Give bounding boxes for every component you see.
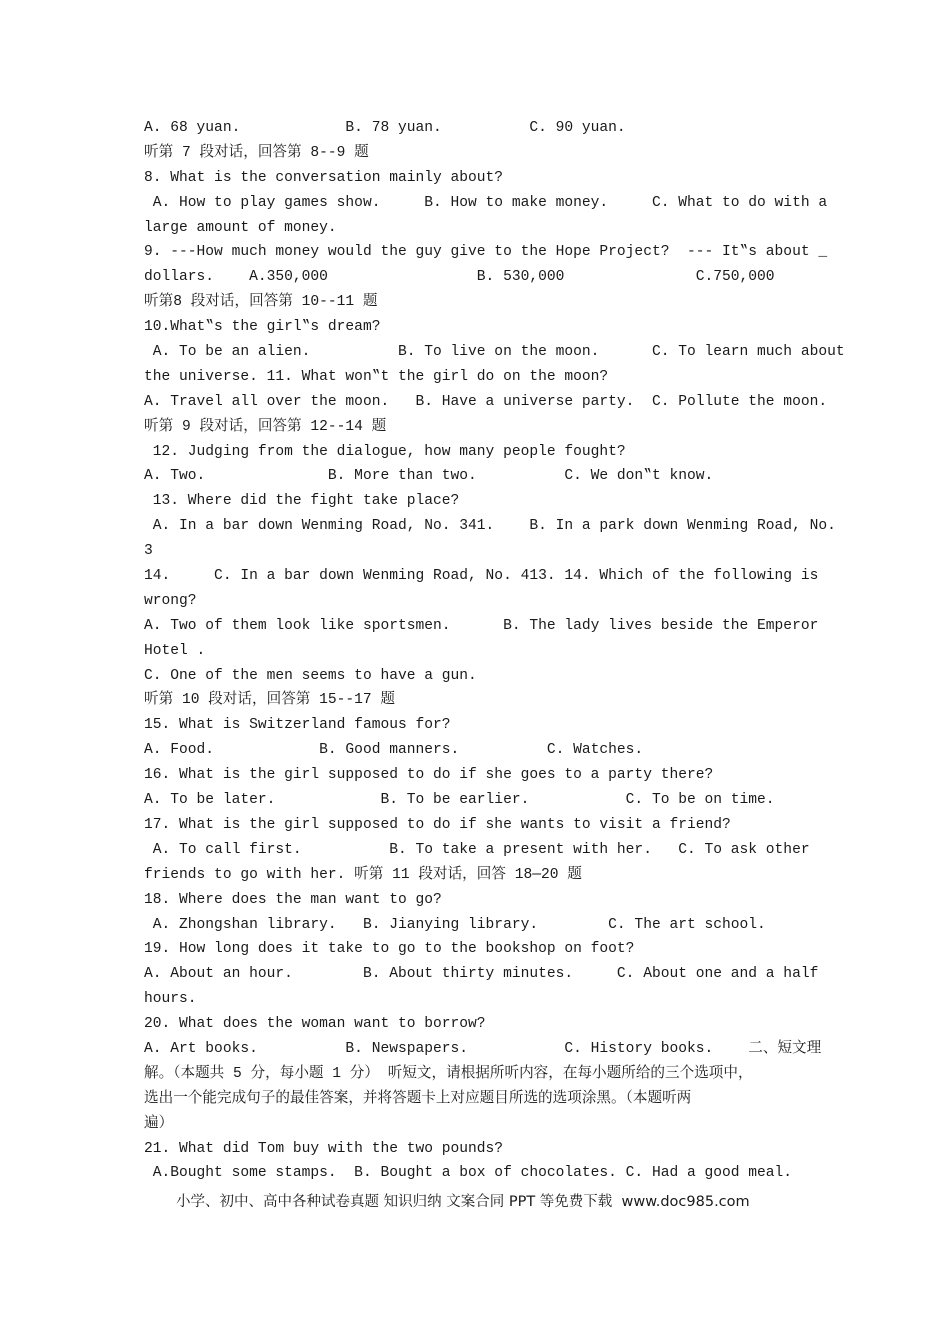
question-text: 16. What is the girl supposed to do if she goes to a party there? bbox=[144, 767, 714, 784]
text-line: C. One of the men seems to have a gun. bbox=[144, 667, 477, 684]
document-body bbox=[144, 116, 845, 1186]
question-text: 15. What is Switzerland famous for? bbox=[144, 717, 451, 734]
text-line: the universe. 11. What won‟t the girl do on the moon? bbox=[144, 368, 609, 385]
text-line: 14. C. In a bar down Wenming Road, No. 413. 14. Which of the following is bbox=[144, 568, 819, 585]
text-line: A. How to play games show. B. How to make money. C. What to do with a bbox=[144, 194, 828, 211]
text-line: dollars. A.350,000 B. 530,000 C.750,000 bbox=[144, 269, 775, 286]
text-line: A. To be an alien. B. To live on the moon. C. To learn much about bbox=[144, 344, 845, 361]
question-text: 8. What is the conversation mainly about? bbox=[144, 169, 504, 186]
section-heading: 听第8 段对话，回答第 10--11 题 bbox=[144, 294, 378, 311]
text-line: A. About an hour. B. About thirty minutes. C. About one and a half bbox=[144, 966, 819, 983]
question-text: 18. Where does the man want to go? bbox=[144, 891, 442, 908]
question-text: 13. Where did the fight take place? bbox=[144, 493, 460, 510]
text-line: 选出一个能完成句子的最佳答案，并将答题卡上对应题目所选的选项涂黑。（本题听两 bbox=[144, 1090, 692, 1107]
text-line: A. Two of them look like sportsmen. B. The lady lives beside the Emperor bbox=[144, 617, 819, 634]
text-line: A. Zhongshan library. B. Jianying library. C. The art school. bbox=[144, 916, 766, 933]
section-heading: 听第 7 段对话，回答第 8--9 题 bbox=[144, 144, 369, 161]
page-footer: 小学、初中、高中各种试卷真题 知识归纳 文案合同 PPT 等免费下载 www.doc985.com bbox=[176, 1194, 750, 1210]
text-line: A. Travel all over the moon. B. Have a universe party. C. Pollute the moon. bbox=[144, 393, 828, 410]
question-text: 21. What did Tom buy with the two pounds? bbox=[144, 1140, 504, 1157]
question-text: 19. How long does it take to go to the bookshop on foot? bbox=[144, 941, 635, 958]
text-line: A. 68 yuan. B. 78 yuan. C. 90 yuan. bbox=[144, 120, 626, 136]
text-line: wrong? bbox=[144, 592, 197, 609]
text-line: A.Bought some stamps. B. Bought a box of chocolates. C. Had a good meal. bbox=[144, 1165, 793, 1182]
text-line: A. Two. B. More than two. C. We don‟t know. bbox=[144, 468, 714, 485]
question-text: 10.What‟s the girl‟s dream? bbox=[144, 319, 381, 336]
question-text: 9. ---How much money would the guy give to the Hope Project? --- It‟s about _ bbox=[144, 244, 828, 261]
question-text: 12. Judging from the dialogue, how many people fought? bbox=[144, 443, 626, 460]
text-line: A. Art books. B. Newspapers. C. History books. 二、短文理 bbox=[144, 1040, 822, 1057]
text-line: 3 bbox=[144, 543, 153, 560]
text-line: large amount of money. bbox=[144, 219, 337, 236]
question-text: 20. What does the woman want to borrow? bbox=[144, 1016, 486, 1033]
text-line: Hotel . bbox=[144, 642, 206, 659]
question-text: 17. What is the girl supposed to do if she wants to visit a friend? bbox=[144, 816, 731, 833]
text-line: 遍） bbox=[144, 1115, 174, 1132]
text-line: A. To call first. B. To take a present with her. C. To ask other bbox=[144, 841, 810, 858]
section-heading: 听第 9 段对话，回答第 12--14 题 bbox=[144, 418, 387, 435]
text-line: A. To be later. B. To be earlier. C. To be on time. bbox=[144, 792, 775, 809]
text-line: 解。（本题共 5 分，每小题 1 分） 听短文，请根据所听内容，在每小题所给的三个选项中， bbox=[144, 1065, 753, 1082]
text-line: hours. bbox=[144, 991, 197, 1008]
section-heading: 听第 10 段对话，回答第 15--17 题 bbox=[144, 692, 396, 709]
text-line: A. Food. B. Good manners. C. Watches. bbox=[144, 742, 644, 759]
text-line: A. In a bar down Wenming Road, No. 341. B. In a park down Wenming Road, No. bbox=[144, 518, 836, 535]
text-line: friends to go with her. 听第 11 段对话，回答 18—20 题 bbox=[144, 866, 582, 883]
